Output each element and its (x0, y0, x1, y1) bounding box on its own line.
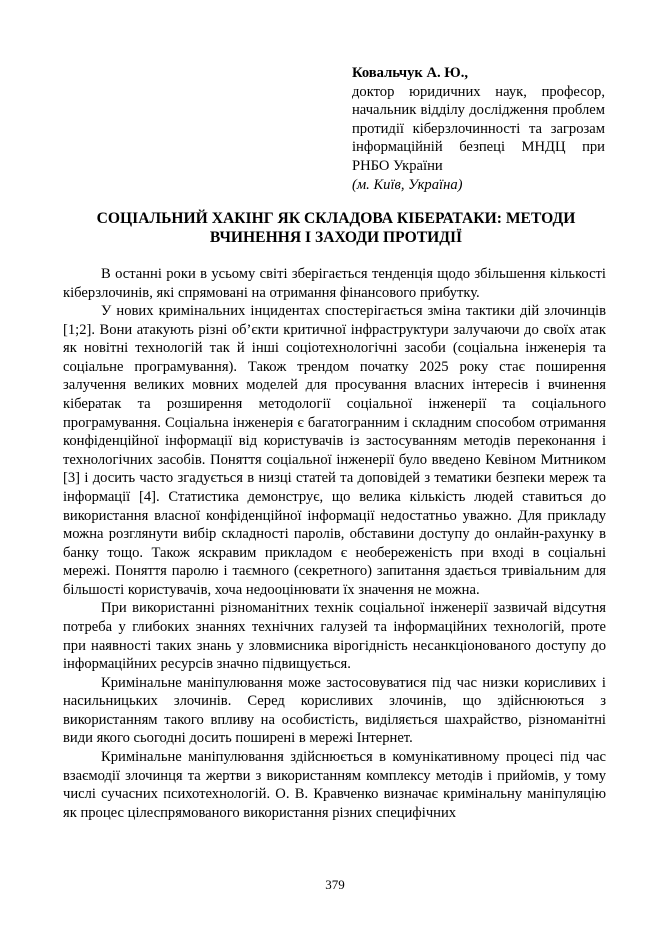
paragraph-5: Кримінальне маніпулювання здійснюється в комунікативному процесі під час взаємодії злочинця та жертви з використанням комплексу методів і прийомів, у тому числі сучасних психотехнологій. О. В. Кравченко визначає кримінальну маніпуляцію як процес цілеспрямованого використання різних специфічних (63, 749, 606, 821)
article-body (63, 265, 606, 822)
paragraph-4: Кримінальне маніпулювання може застосовуватися під час низки корисливих і насильницьких злочинів. Серед корисливих злочинів, що здійснюються з використанням такого впливу на особистість, виділяється шахрайство, різноманітні види якого сьогодні досить поширені в мережі Інтернет. (63, 674, 606, 747)
author-name: Ковальчук А. Ю., (352, 65, 469, 81)
author-block (352, 64, 605, 194)
author-affiliation: доктор юридичних наук, професор, начальник відділу дослідження проблем протидії кіберзлочинності та загрозам інформаційній безпеці МНДЦ при РНБО України (352, 83, 605, 174)
paragraph-1: В останні роки в усьому світі зберігається тенденція щодо збільшення кількості кіберзлочинів, які спрямовані на отримання фінансового прибутку. (63, 266, 606, 301)
author-location: (м. Київ, Україна) (352, 176, 463, 193)
paragraph-2: У нових кримінальних інцидентах спостерігається зміна тактики дій злочинців [1;2]. Вони атакують різні об’єкти критичної інфраструктури залучаючи до своїх атак як новітні технологій так й інші соціотехнологічні засоби (соціальна інженерія та соціальне програмування). Також трендом початку 2025 року стає поширення залучення великих мовних моделей для просування власних інтересів і вчинення кібератак та розширення методології соціальної інженерії та соціального програмування. Соціальна інженерія є багатогранним і складним способом отримання конфіденційної інформації від користувачів із застосуванням методів переконання і технологічних засобів. Поняття соціальної інженерії було введено Кевіном Митником [3] і досить часто згадується в низці статей та доповідей з тематики безпеки мереж та інформації [4]. Статистика демонструє, що велика кількість людей ставиться до використання власної конфіденційної інформації недостатньо уважно. Для прикладу можна розглянути вибір складності паролів, обставини доступу до онлайн-рахунку в банку тощо. Також яскравим прикладом є необереженість при вході в соціальні мережі. Поняття паролю і таємного (секретного) запитання здається тривіальним для більшості користувачів, хоча недооцінювати їх значення не можна. (63, 303, 606, 598)
title-line-2: ВЧИНЕННЯ І ЗАХОДИ ПРОТИДІЇ (209, 228, 463, 246)
article-title (66, 210, 606, 247)
page-number: 379 (325, 877, 345, 892)
paragraph-3: При використанні різноманітних технік соціальної інженерії зазвичай відсутня потреба у глибоких знаннях технічних галузей та інформаційних технологій, проте при наявності таких знань у зловмисника вірогідність несанкціонованого доступу до інформаційних ресурсів значно підвищується. (63, 600, 606, 673)
title-line-1: СОЦІАЛЬНИЙ ХАКІНГ ЯК СКЛАДОВА КІБЕРАТАКИ: МЕТОДИ (96, 210, 576, 227)
